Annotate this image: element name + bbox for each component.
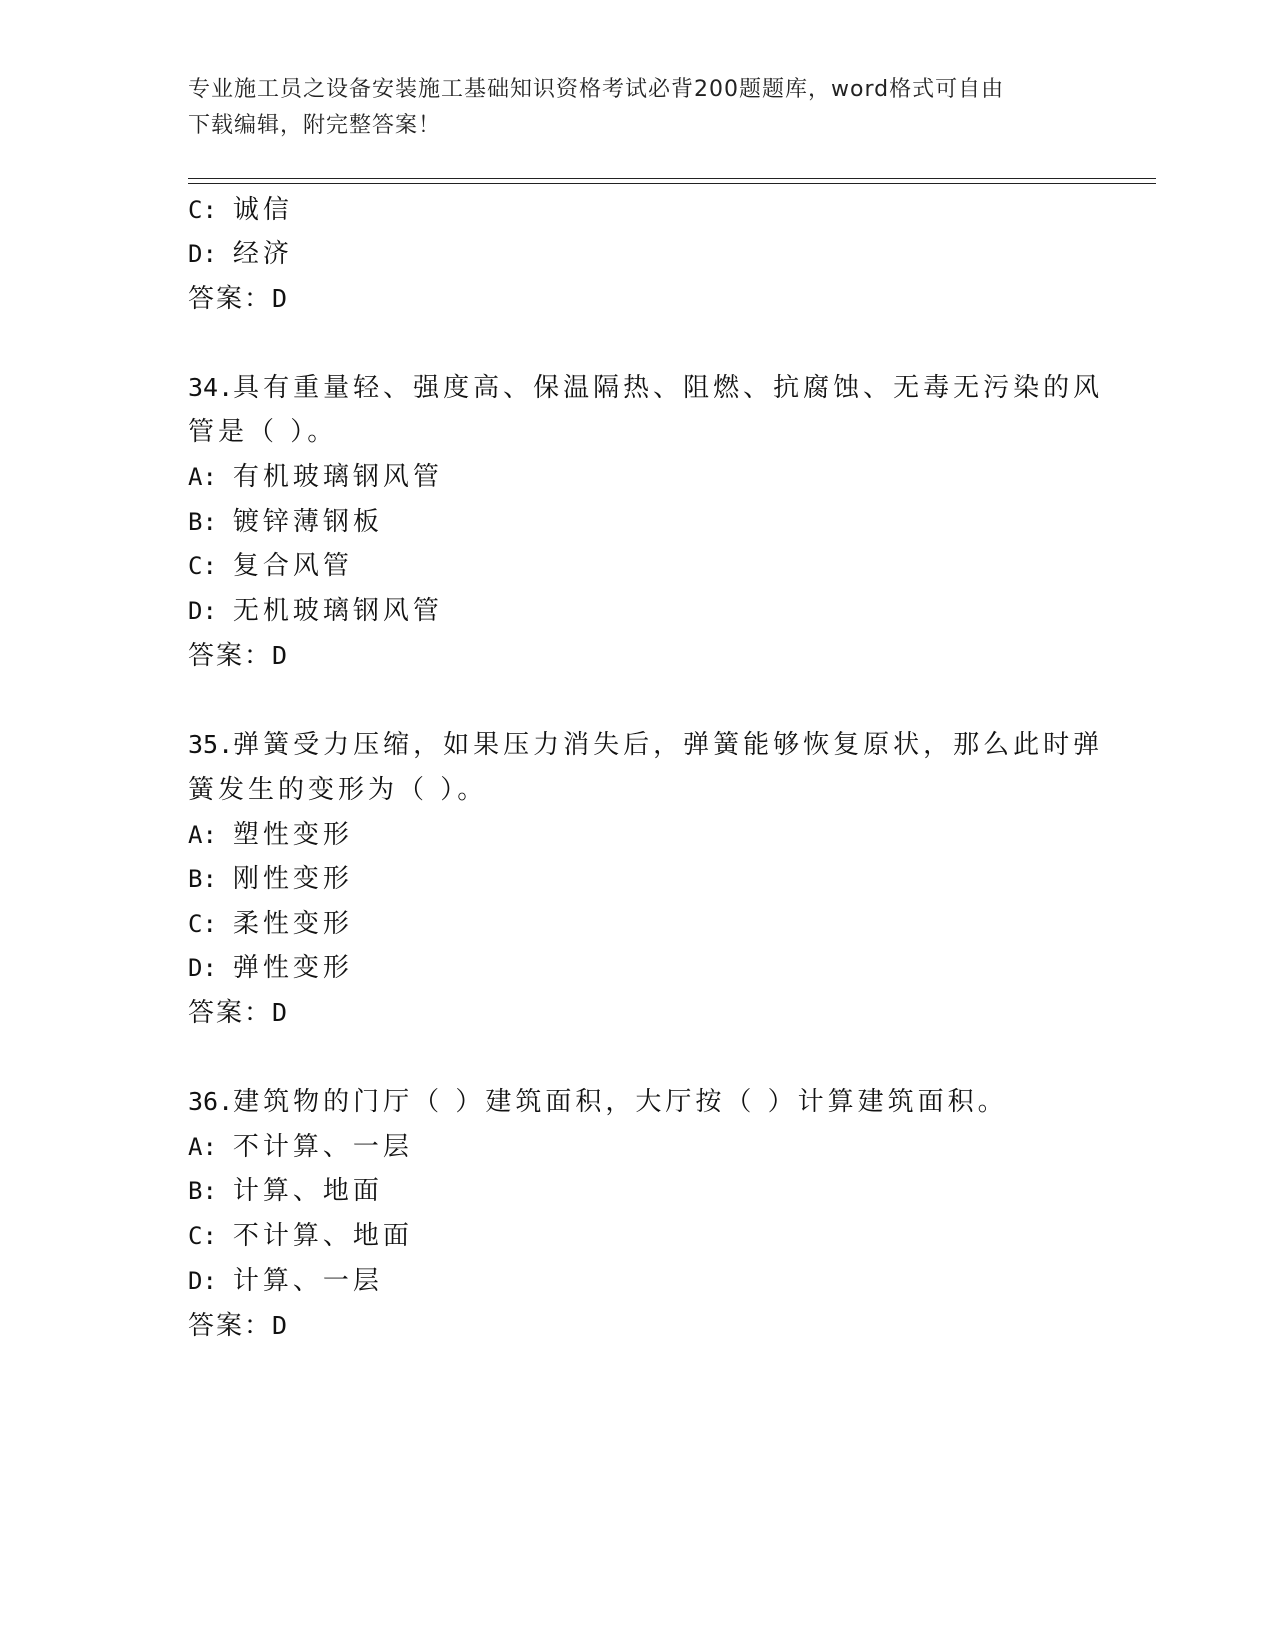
option-letter: C: xyxy=(188,1222,217,1250)
header-line-1: 专业施工员之设备安装施工基础知识资格考试必背200题题库，word格式可自由 xyxy=(188,77,1005,102)
header-divider-top xyxy=(188,178,1156,179)
answer-line xyxy=(188,1309,287,1343)
option-letter: C: xyxy=(188,552,217,580)
option-text: 复合风管 xyxy=(232,551,353,581)
question-stem xyxy=(188,1085,1008,1119)
option-letter: D: xyxy=(188,1267,217,1295)
option-text: 有机玻璃钢风管 xyxy=(232,462,443,492)
answer-line xyxy=(188,282,287,316)
answer-value: D xyxy=(272,998,288,1027)
option-d xyxy=(188,951,353,985)
answer-line xyxy=(188,639,287,673)
option-text: 柔性变形 xyxy=(232,909,353,939)
option-b xyxy=(188,862,353,896)
header-line-2: 下载编辑，附完整答案！ xyxy=(188,113,442,138)
option-b xyxy=(188,505,383,539)
option-c xyxy=(188,907,353,941)
option-d xyxy=(188,1264,383,1298)
option-text: 镀锌薄钢板 xyxy=(232,507,383,537)
option-c xyxy=(188,1219,413,1253)
question-stem xyxy=(188,371,1103,405)
answer-value: D xyxy=(272,284,288,313)
answer-value: D xyxy=(272,641,288,670)
option-text: 塑性变形 xyxy=(232,820,353,850)
header-divider-bottom xyxy=(188,183,1156,184)
option-letter: A: xyxy=(188,1133,217,1161)
answer-value: D xyxy=(272,1311,288,1340)
option-letter: D: xyxy=(188,954,217,982)
option-a xyxy=(188,1130,413,1164)
question-number: 36. xyxy=(188,1087,234,1116)
option-a xyxy=(188,460,443,494)
option-text: 计算、地面 xyxy=(232,1176,383,1206)
option-letter: D: xyxy=(188,240,217,268)
question-number: 35. xyxy=(188,730,234,759)
option-d xyxy=(188,594,443,628)
page-header xyxy=(188,72,1078,144)
option-text: 弹性变形 xyxy=(232,953,353,983)
answer-label: 答案： xyxy=(188,998,273,1028)
question-stem-line-1: 具有重量轻、强度高、保温隔热、阻燃、抗腐蚀、无毒无污染的风 xyxy=(233,373,1104,403)
question-stem-line-1: 弹簧受力压缩，如果压力消失后，弹簧能够恢复原状，那么此时弹 xyxy=(233,730,1104,760)
option-a xyxy=(188,818,353,852)
question-number: 34. xyxy=(188,373,234,402)
option-letter: D: xyxy=(188,597,217,625)
option-b xyxy=(188,1174,383,1208)
option-letter: A: xyxy=(188,463,217,491)
option-text: 刚性变形 xyxy=(232,864,353,894)
option-letter: B: xyxy=(188,865,217,893)
option-letter: B: xyxy=(188,508,217,536)
option-d xyxy=(188,237,293,271)
option-text: 不计算、一层 xyxy=(232,1132,413,1162)
option-letter: B: xyxy=(188,1177,217,1205)
option-c xyxy=(188,549,353,583)
question-stem-continued xyxy=(188,415,337,449)
question-stem-continued xyxy=(188,773,487,807)
option-letter: A: xyxy=(188,821,217,849)
option-text: 不计算、地面 xyxy=(232,1221,413,1251)
option-text: 计算、一层 xyxy=(232,1266,383,1296)
answer-label: 答案： xyxy=(188,641,273,671)
option-text: 无机玻璃钢风管 xyxy=(232,596,443,626)
answer-label: 答案： xyxy=(188,1311,273,1341)
question-stem-line-2: 管是（ ）。 xyxy=(188,417,338,447)
option-letter: C: xyxy=(188,910,217,938)
answer-label: 答案： xyxy=(188,284,273,314)
option-c xyxy=(188,193,293,227)
question-stem-line-2: 簧发生的变形为（ ）。 xyxy=(188,775,488,805)
option-text: 诚信 xyxy=(232,195,293,225)
option-text: 经济 xyxy=(232,239,293,269)
question-stem xyxy=(188,728,1103,762)
answer-line xyxy=(188,996,287,1030)
question-stem-line-1: 建筑物的门厅（ ）建筑面积，大厅按（ ）计算建筑面积。 xyxy=(233,1087,1008,1117)
option-letter: C: xyxy=(188,196,217,224)
